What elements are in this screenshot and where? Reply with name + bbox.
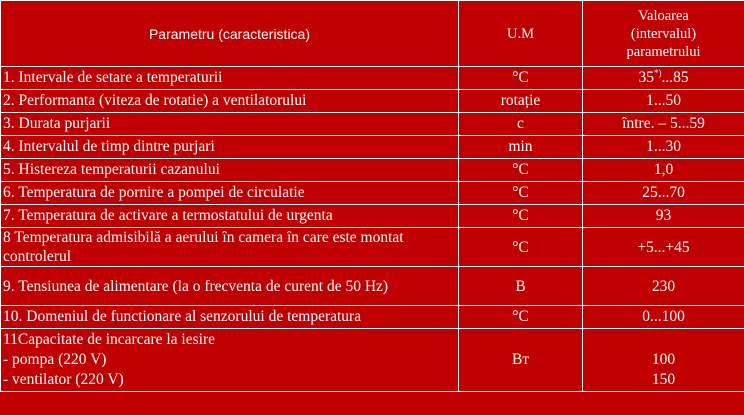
param-cell: 6. Temperatura de pornire a pompei de circulatie	[1, 182, 459, 205]
um-cell: °C	[459, 306, 583, 329]
table-row	[1, 67, 744, 90]
um-cell: °C	[459, 159, 583, 182]
table-row	[1, 90, 744, 113]
param-cell: 5. Histereza temperaturii cazanului	[1, 159, 459, 182]
um-cell: min	[459, 136, 583, 159]
value-cell: 93	[583, 205, 744, 228]
value-cell: între. – 5...59	[583, 113, 744, 136]
value-cell: 35*)...85	[583, 67, 744, 90]
param-cell: 7. Temperatura de activare a termostatului de urgenta	[1, 205, 459, 228]
value-cell: 100 150	[583, 329, 744, 392]
table-row	[1, 159, 744, 182]
param-cell: 11Capacitate de incarcare la iesire - pompa (220 V) - ventilator (220 V)	[1, 329, 459, 392]
value-cell: 230	[583, 267, 744, 306]
table-row	[1, 306, 744, 329]
param-cell: 2. Performanta (viteza de rotatie) a ventilatorului	[1, 90, 459, 113]
um-cell: °C	[459, 205, 583, 228]
param-cell: 3. Durata purjarii	[1, 113, 459, 136]
table-row	[1, 205, 744, 228]
param-cell: 9. Tensiunea de alimentare (la o frecventa de curent de 50 Hz)	[1, 267, 459, 306]
value-cell: +5...+45	[583, 228, 744, 267]
table-row	[1, 329, 744, 392]
um-cell: °C	[459, 182, 583, 205]
um-cell: °C	[459, 67, 583, 90]
param-cell: 1. Intervale de setare a temperaturii	[1, 67, 459, 90]
um-cell: °C	[459, 228, 583, 267]
header-param: Parametru (caracteristica)	[1, 1, 459, 67]
table-row	[1, 136, 744, 159]
value-cell: 0...100	[583, 306, 744, 329]
param-cell: 10. Domeniul de functionare al senzorului de temperatura	[1, 306, 459, 329]
um-cell: c	[459, 113, 583, 136]
value-cell: 1...50	[583, 90, 744, 113]
table-row	[1, 228, 744, 267]
value-cell: 1...30	[583, 136, 744, 159]
table-row	[1, 182, 744, 205]
param-cell: 8 Temperatura admisibilă a aerului în camera în care este montat controlerul	[1, 228, 459, 267]
table-row	[1, 113, 744, 136]
um-cell: Вт	[459, 329, 583, 392]
param-cell: 4. Intervalul de timp dintre purjari	[1, 136, 459, 159]
header-row	[1, 1, 744, 67]
value-cell: 1,0	[583, 159, 744, 182]
header-um: U.M	[459, 1, 583, 67]
um-cell: B	[459, 267, 583, 306]
table-row	[1, 267, 744, 306]
header-value: Valoarea (intervalul) parametrului	[583, 1, 744, 67]
um-cell: rotație	[459, 90, 583, 113]
value-cell: 25...70	[583, 182, 744, 205]
